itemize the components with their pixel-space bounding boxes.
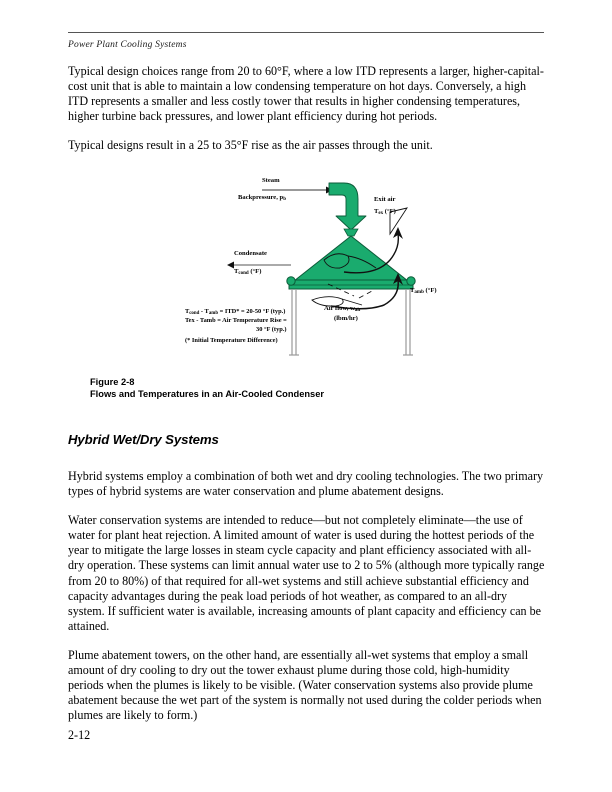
figure-caption-number: Figure 2-8 bbox=[90, 377, 135, 387]
figure-equation-footnote: (* Initial Temperature Difference) bbox=[185, 337, 278, 344]
running-head: Power Plant Cooling Systems bbox=[68, 40, 187, 50]
paragraph-1: Typical design choices range from 20 to 60°F, where a low ITD represents a larger, higher-capital-cost unit that is able to maintain a low condensing temperature on hot days. Conversely, a high ITD represents a smaller and less costly tower that results in higher condensing temperatures, higher turbine back pressures, and lower plant efficiency during hot periods. bbox=[68, 64, 544, 124]
figure-air-cooled-condenser bbox=[176, 172, 476, 367]
label-condensate: Condensate bbox=[234, 250, 267, 257]
section-heading: Hybrid Wet/Dry Systems bbox=[68, 432, 219, 447]
figure-equation-line-1: $T_{cond} - T_{amb} = ITD* = 20-50$ °F (typ.) bbox=[185, 308, 286, 316]
label-backpressure: Backpressure, $p_b$ bbox=[238, 194, 286, 202]
label-t-amb: $T_{amb}$ (°F) bbox=[410, 287, 437, 295]
body-column bbox=[68, 64, 546, 167]
label-exit-air: Exit air bbox=[374, 196, 396, 203]
page-number: 2-12 bbox=[68, 728, 91, 742]
deck-node-right bbox=[407, 277, 415, 285]
figure-equation-line-3: 30 °F (typ.) bbox=[256, 326, 287, 333]
paragraph-3: Hybrid systems employ a combination of both wet and dry cooling technologies. The two primary types of hybrid systems are water conservation and plume abatement designs. bbox=[68, 469, 544, 499]
label-t-ex: $T_{ex}$ (°F) bbox=[374, 208, 396, 216]
label-t-cond: $T_{cond}$ (°F) bbox=[234, 268, 262, 276]
label-air-flow-unit: (lbm/hr) bbox=[334, 315, 358, 322]
figure-equation-line-2: Tex - Tamb = Air Temperature Rise = bbox=[185, 317, 287, 324]
steam-duct-elbow bbox=[329, 183, 366, 230]
paragraph-4: Water conservation systems are intended to reduce—but not completely eliminate—the use of water for plant heat rejection. A limited amount of water is used during the hottest periods of the year to mitigate the large losses in steam cycle capacity and plant efficiency associated with all-dry operation. These systems can limit annual water use to 2 to 5% (although more typically range from 20 to 80%) of that required for all-wet systems and still achieve substantial efficiency and capacity advantages during the peak load periods of hot weather, as compared to an all-dry system. If sufficient water is available, increasing amounts of plant capacity and efficiency can be attained. bbox=[68, 513, 545, 633]
figure-caption bbox=[90, 377, 324, 400]
paragraph-5: Plume abatement towers, on the other hand, are essentially all-wet systems that employ a small amount of dry cooling to dry out the tower exhaust plume during those cold, high-humidity periods when the plumes is likely to be visible. (Water conservation systems also provide plume abatement because the wet part of the system is normally not used during the colder periods when plumes are likely to form.) bbox=[68, 647, 542, 723]
deck-node-left bbox=[287, 277, 295, 285]
body-column-lower bbox=[68, 432, 546, 737]
figure-caption-title: Flows and Temperatures in an Air-Cooled Condenser bbox=[90, 388, 325, 399]
condensate-arrowhead bbox=[227, 262, 234, 269]
label-steam: Steam bbox=[262, 177, 280, 184]
label-air-flow: Air flow, $w_{air}$ bbox=[324, 305, 361, 313]
header-rule bbox=[68, 32, 544, 33]
duct-to-tower-connector bbox=[344, 229, 358, 236]
paragraph-2: Typical designs result in a 25 to 35°F rise as the air passes through the unit. bbox=[68, 138, 433, 153]
